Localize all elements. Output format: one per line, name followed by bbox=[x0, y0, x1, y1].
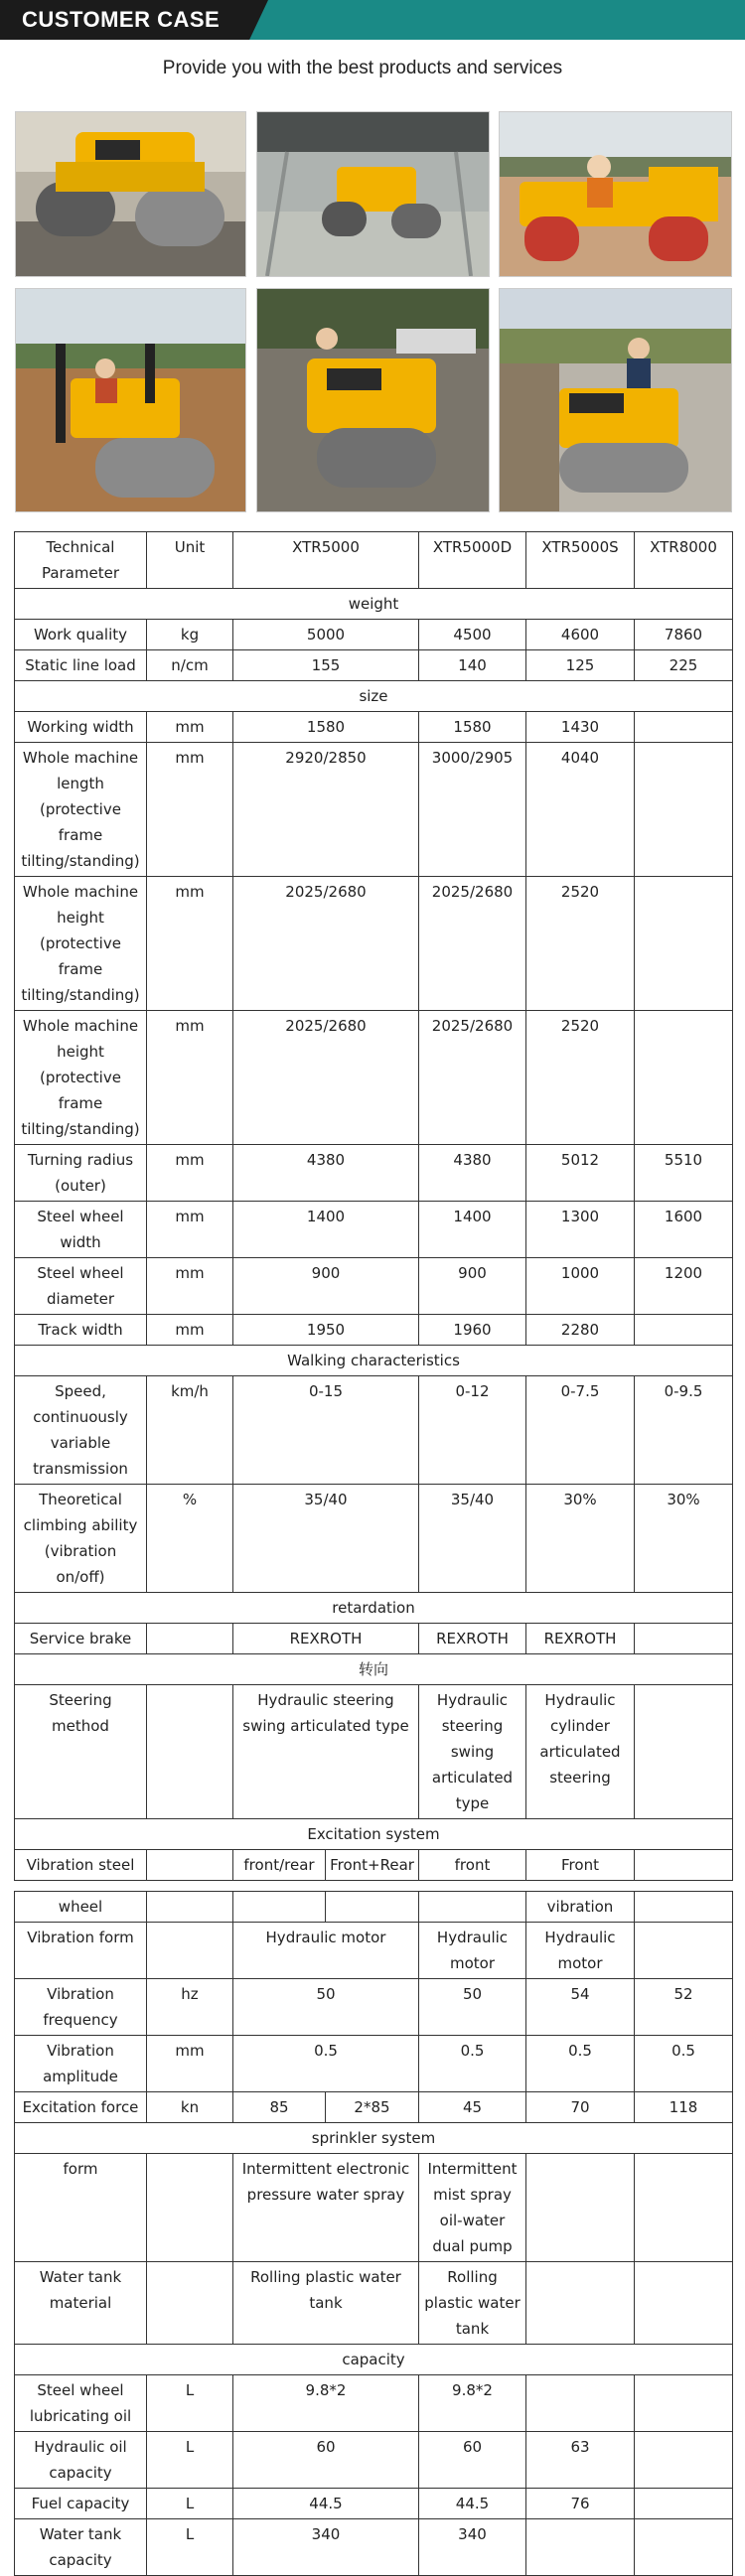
head-param: Technical Parameter bbox=[15, 532, 147, 589]
cell: 1960 bbox=[419, 1315, 526, 1346]
cell: Hydraulic steering swing articulated type bbox=[233, 1685, 419, 1819]
cell: Water tank capacity bbox=[15, 2519, 147, 2576]
cell bbox=[635, 712, 733, 743]
cell: 1400 bbox=[419, 1202, 526, 1258]
cell: Service brake bbox=[15, 1624, 147, 1654]
cell: 2*85 bbox=[326, 2092, 419, 2123]
cell: Hydraulic motor bbox=[526, 1923, 635, 1979]
cell: REXROTH bbox=[233, 1624, 419, 1654]
table-row bbox=[15, 1850, 733, 1881]
cell: Vibration frequency bbox=[15, 1979, 147, 2036]
cell: REXROTH bbox=[526, 1624, 635, 1654]
cell: Steel wheel diameter bbox=[15, 1258, 147, 1315]
section-steering: 转向 bbox=[15, 1654, 733, 1685]
cell bbox=[419, 1892, 526, 1923]
cell: L bbox=[147, 2519, 233, 2576]
cell: Front+Rear bbox=[326, 1850, 419, 1881]
cell bbox=[635, 2262, 733, 2345]
table-row bbox=[15, 1485, 733, 1593]
cell: front/rear bbox=[233, 1850, 326, 1881]
cell: kn bbox=[147, 2092, 233, 2123]
cell: 1430 bbox=[526, 712, 635, 743]
cell: 0.5 bbox=[635, 2036, 733, 2092]
table-row bbox=[15, 1315, 733, 1346]
cell: 54 bbox=[526, 1979, 635, 2036]
table-row bbox=[15, 2036, 733, 2092]
cell bbox=[526, 2519, 635, 2576]
cell: mm bbox=[147, 1011, 233, 1145]
cell: 60 bbox=[419, 2432, 526, 2489]
table-row bbox=[15, 877, 733, 1011]
section-capacity: capacity bbox=[15, 2345, 733, 2375]
table-row bbox=[15, 1979, 733, 2036]
cell: 2025/2680 bbox=[419, 877, 526, 1011]
cell: 1400 bbox=[233, 1202, 419, 1258]
cell: Intermittent electronic pressure water spray bbox=[233, 2154, 419, 2262]
table-header-row bbox=[15, 532, 733, 589]
cell: 1950 bbox=[233, 1315, 419, 1346]
cell: 2025/2680 bbox=[233, 877, 419, 1011]
cell: mm bbox=[147, 1258, 233, 1315]
head-model-2: XTR5000D bbox=[419, 532, 526, 589]
cell: REXROTH bbox=[419, 1624, 526, 1654]
cell: Turning radius (outer) bbox=[15, 1145, 147, 1202]
cell: 5510 bbox=[635, 1145, 733, 1202]
cell: 2520 bbox=[526, 1011, 635, 1145]
cell: 2920/2850 bbox=[233, 743, 419, 877]
cell: 7860 bbox=[635, 620, 733, 650]
cell: 1300 bbox=[526, 1202, 635, 1258]
cell: mm bbox=[147, 1145, 233, 1202]
cell: 1580 bbox=[419, 712, 526, 743]
cell: mm bbox=[147, 1315, 233, 1346]
cell bbox=[635, 2489, 733, 2519]
cell bbox=[635, 1892, 733, 1923]
cell: 1000 bbox=[526, 1258, 635, 1315]
cell: Speed, continuously variable transmission bbox=[15, 1376, 147, 1485]
head-unit: Unit bbox=[147, 532, 233, 589]
cell: 0-15 bbox=[233, 1376, 419, 1485]
cell bbox=[526, 2262, 635, 2345]
cell: Front bbox=[526, 1850, 635, 1881]
cell: Whole machine height (protective frame tilting/standing) bbox=[15, 1011, 147, 1145]
cell: 2280 bbox=[526, 1315, 635, 1346]
cell: 340 bbox=[419, 2519, 526, 2576]
cell bbox=[635, 1011, 733, 1145]
roller-photo-2 bbox=[256, 111, 490, 277]
table-row bbox=[15, 1685, 733, 1819]
page-subtitle: Provide you with the best products and services bbox=[162, 58, 563, 78]
cell: Hydraulic steering swing articulated type bbox=[419, 1685, 526, 1819]
cell bbox=[635, 1685, 733, 1819]
table-row bbox=[15, 2432, 733, 2489]
cell: 900 bbox=[419, 1258, 526, 1315]
cell: 30% bbox=[526, 1485, 635, 1593]
cell: 85 bbox=[233, 2092, 326, 2123]
section-weight: weight bbox=[15, 589, 733, 620]
cell bbox=[635, 877, 733, 1011]
head-model-3: XTR5000S bbox=[526, 532, 635, 589]
cell: km/h bbox=[147, 1376, 233, 1485]
cell: Whole machine length (protective frame tilting/standing) bbox=[15, 743, 147, 877]
cell: 9.8*2 bbox=[419, 2375, 526, 2432]
cell: 45 bbox=[419, 2092, 526, 2123]
table-row bbox=[15, 1892, 733, 1923]
cell bbox=[635, 1624, 733, 1654]
cell: 4500 bbox=[419, 620, 526, 650]
cell bbox=[635, 2519, 733, 2576]
cell: 155 bbox=[233, 650, 419, 681]
cell: L bbox=[147, 2489, 233, 2519]
cell: Rolling plastic water tank bbox=[233, 2262, 419, 2345]
table-row bbox=[15, 743, 733, 877]
cell: Hydraulic motor bbox=[419, 1923, 526, 1979]
cell bbox=[635, 1315, 733, 1346]
cell: Hydraulic oil capacity bbox=[15, 2432, 147, 2489]
table-row bbox=[15, 2519, 733, 2576]
cell bbox=[147, 1850, 233, 1881]
cell bbox=[147, 1892, 233, 1923]
cell bbox=[635, 2432, 733, 2489]
table-row bbox=[15, 1202, 733, 1258]
table-row bbox=[15, 620, 733, 650]
cell: 0.5 bbox=[419, 2036, 526, 2092]
section-retardation: retardation bbox=[15, 1593, 733, 1624]
table-row bbox=[15, 1011, 733, 1145]
cell: Steel wheel width bbox=[15, 1202, 147, 1258]
cell: 0.5 bbox=[233, 2036, 419, 2092]
cell: 0.5 bbox=[526, 2036, 635, 2092]
cell bbox=[233, 1892, 326, 1923]
cell bbox=[635, 1850, 733, 1881]
cell: 0-9.5 bbox=[635, 1376, 733, 1485]
table-gap bbox=[15, 1881, 733, 1892]
cell: 340 bbox=[233, 2519, 419, 2576]
head-model-1: XTR5000 bbox=[233, 532, 419, 589]
section-walking: Walking characteristics bbox=[15, 1346, 733, 1376]
cell: n/cm bbox=[147, 650, 233, 681]
cell: mm bbox=[147, 712, 233, 743]
cell: 225 bbox=[635, 650, 733, 681]
cell: Water tank material bbox=[15, 2262, 147, 2345]
table-row bbox=[15, 650, 733, 681]
section-sprinkler: sprinkler system bbox=[15, 2123, 733, 2154]
cell: Fuel capacity bbox=[15, 2489, 147, 2519]
cell: 4380 bbox=[233, 1145, 419, 1202]
cell: Theoretical climbing ability (vibration on/off) bbox=[15, 1485, 147, 1593]
cell: Whole machine height (protective frame tilting/standing) bbox=[15, 877, 147, 1011]
cell: front bbox=[419, 1850, 526, 1881]
table-row bbox=[15, 1145, 733, 1202]
cell: 0-7.5 bbox=[526, 1376, 635, 1485]
cell: Vibration amplitude bbox=[15, 2036, 147, 2092]
cell: Static line load bbox=[15, 650, 147, 681]
cell: 4040 bbox=[526, 743, 635, 877]
cell: wheel bbox=[15, 1892, 147, 1923]
table-row bbox=[15, 1258, 733, 1315]
cell: 9.8*2 bbox=[233, 2375, 419, 2432]
cell: 5000 bbox=[233, 620, 419, 650]
table-row bbox=[15, 2092, 733, 2123]
banner-title: CUSTOMER CASE bbox=[22, 7, 221, 32]
cell: Vibration form bbox=[15, 1923, 147, 1979]
cell: Excitation force bbox=[15, 2092, 147, 2123]
cell: 52 bbox=[635, 1979, 733, 2036]
cell: Hydraulic motor bbox=[233, 1923, 419, 1979]
cell: 50 bbox=[233, 1979, 419, 2036]
cell: mm bbox=[147, 1202, 233, 1258]
cell bbox=[635, 2154, 733, 2262]
cell: L bbox=[147, 2432, 233, 2489]
cell: 63 bbox=[526, 2432, 635, 2489]
cell: 140 bbox=[419, 650, 526, 681]
cell: mm bbox=[147, 877, 233, 1011]
cell: L bbox=[147, 2375, 233, 2432]
cell: mm bbox=[147, 743, 233, 877]
table-row bbox=[15, 1923, 733, 1979]
cell bbox=[526, 2375, 635, 2432]
cell: Steering method bbox=[15, 1685, 147, 1819]
table-row bbox=[15, 1376, 733, 1485]
cell: 60 bbox=[233, 2432, 419, 2489]
cell: 30% bbox=[635, 1485, 733, 1593]
cell bbox=[147, 1624, 233, 1654]
cell: 70 bbox=[526, 2092, 635, 2123]
table-row bbox=[15, 712, 733, 743]
cell: Work quality bbox=[15, 620, 147, 650]
cell: 5012 bbox=[526, 1145, 635, 1202]
table-row bbox=[15, 2375, 733, 2432]
cell bbox=[147, 1923, 233, 1979]
section-excitation: Excitation system bbox=[15, 1819, 733, 1850]
cell: Working width bbox=[15, 712, 147, 743]
cell: 44.5 bbox=[419, 2489, 526, 2519]
spec-table bbox=[14, 531, 733, 2576]
cell: 0-12 bbox=[419, 1376, 526, 1485]
roller-photo-4 bbox=[15, 288, 246, 512]
cell: % bbox=[147, 1485, 233, 1593]
cell: 1200 bbox=[635, 1258, 733, 1315]
cell: hz bbox=[147, 1979, 233, 2036]
table-row bbox=[15, 2154, 733, 2262]
cell: 1580 bbox=[233, 712, 419, 743]
roller-photo-6 bbox=[499, 288, 732, 512]
cell: 2025/2680 bbox=[233, 1011, 419, 1145]
cell bbox=[635, 2375, 733, 2432]
roller-photo-5 bbox=[256, 288, 490, 512]
header-banner bbox=[0, 0, 745, 40]
cell: kg bbox=[147, 620, 233, 650]
cell bbox=[147, 1685, 233, 1819]
cell bbox=[526, 2154, 635, 2262]
cell: 1600 bbox=[635, 1202, 733, 1258]
cell: form bbox=[15, 2154, 147, 2262]
cell: 3000/2905 bbox=[419, 743, 526, 877]
cell: 50 bbox=[419, 1979, 526, 2036]
section-size: size bbox=[15, 681, 733, 712]
cell: Hydraulic cylinder articulated steering bbox=[526, 1685, 635, 1819]
cell: 125 bbox=[526, 650, 635, 681]
cell bbox=[326, 1892, 419, 1923]
cell: 2520 bbox=[526, 877, 635, 1011]
cell bbox=[147, 2154, 233, 2262]
cell: vibration bbox=[526, 1892, 635, 1923]
cell bbox=[147, 2262, 233, 2345]
cell: Intermittent mist spray oil-water dual pump bbox=[419, 2154, 526, 2262]
cell bbox=[635, 743, 733, 877]
cell: 76 bbox=[526, 2489, 635, 2519]
roller-photo-3 bbox=[499, 111, 732, 277]
cell: Vibration steel bbox=[15, 1850, 147, 1881]
cell: 4380 bbox=[419, 1145, 526, 1202]
cell: 900 bbox=[233, 1258, 419, 1315]
roller-photo-1 bbox=[15, 111, 246, 277]
cell: 4600 bbox=[526, 620, 635, 650]
table-row bbox=[15, 1624, 733, 1654]
cell: 118 bbox=[635, 2092, 733, 2123]
cell: Steel wheel lubricating oil bbox=[15, 2375, 147, 2432]
cell: Track width bbox=[15, 1315, 147, 1346]
table-row bbox=[15, 2489, 733, 2519]
cell: 2025/2680 bbox=[419, 1011, 526, 1145]
cell bbox=[635, 1923, 733, 1979]
head-model-4: XTR8000 bbox=[635, 532, 733, 589]
cell: 35/40 bbox=[419, 1485, 526, 1593]
cell: 35/40 bbox=[233, 1485, 419, 1593]
table-row bbox=[15, 2262, 733, 2345]
cell: Rolling plastic water tank bbox=[419, 2262, 526, 2345]
cell: mm bbox=[147, 2036, 233, 2092]
cell: 44.5 bbox=[233, 2489, 419, 2519]
